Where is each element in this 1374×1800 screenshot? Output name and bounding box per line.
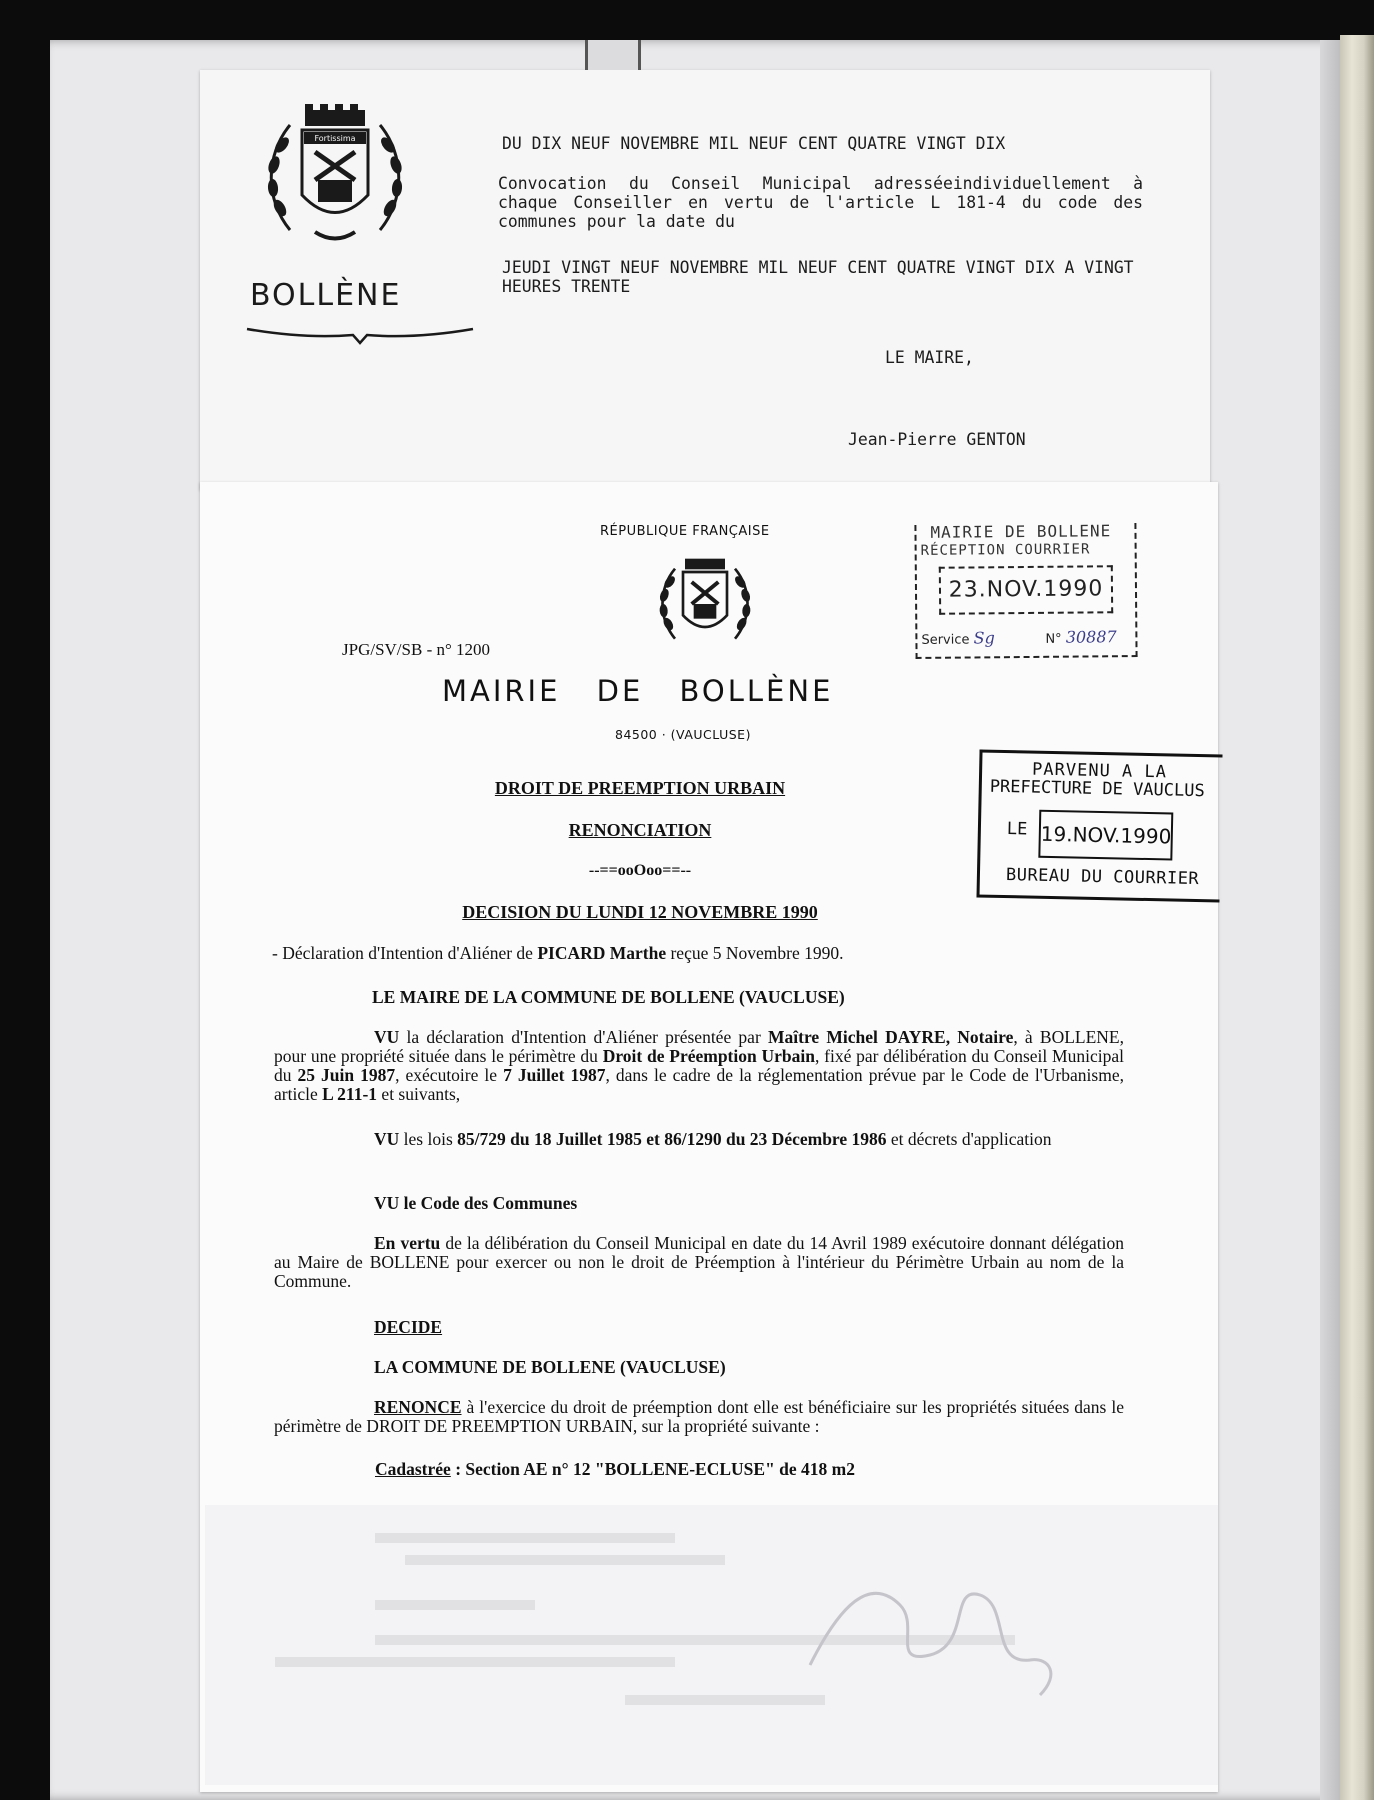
coat-of-arms-icon: [655, 552, 755, 652]
reception-stamp: [914, 523, 1137, 659]
paper-clip: [585, 40, 641, 70]
reference-number: JPG/SV/SB - n° 1200: [342, 640, 491, 659]
stamp-prefecture-line1: PARVENU A LA: [1031, 759, 1168, 783]
ghost-line: [375, 1600, 535, 1610]
declaration-line: - Déclaration d'Intention d'Aliéner de PICARD Marthe reçue 5 Novembre 1990.: [272, 943, 844, 963]
coat-of-arms-icon: [260, 100, 410, 250]
signature-mark: [780, 1545, 1080, 1715]
mayor-title: LE MAIRE,: [885, 348, 974, 367]
stamp-service: Service Sg: [921, 628, 995, 648]
en-vertu-paragraph: En vertu de la délibération du Conseil Municipal en date du 14 Avril 1989 exécutoire donnant délégation au Maire de BOLLENE pour exercer ou non le droit de Préemption à l'intérieur du Périmètre Urbain au nom de la Commune.: [274, 1233, 1125, 1291]
stamp-mairie-line1: MAIRIE DE BOLLENE: [930, 521, 1112, 542]
cadastre-line: Cadastrée : Section AE n° 12 "BOLLENE-ECLUSE" de 418 m2: [375, 1459, 856, 1479]
page-inner-edge: [1320, 40, 1342, 1800]
stamp-mairie-line2: RÉCEPTION COURRIER: [920, 541, 1091, 559]
commune-heading: LA COMMUNE DE BOLLENE (VAUCLUSE): [374, 1357, 726, 1377]
decide-heading: DECIDE: [374, 1317, 443, 1337]
brand-name: BOLLÈNE: [250, 278, 402, 313]
stamp-prefecture-le: LE: [1006, 819, 1028, 840]
ghost-line: [405, 1555, 725, 1565]
heading-droit-preemption: DROIT DE PREEMPTION URBAIN: [494, 778, 786, 798]
heading-renonciation: RENONCIATION: [568, 820, 712, 840]
stamp-prefecture-line2: PREFECTURE DE VAUCLUS: [989, 776, 1205, 802]
postal-code: 84500 · (VAUCLUSE): [615, 727, 751, 742]
convocation-body: Convocation du Conseil Municipal adresséeindividuellement à chaque Conseiller en vertu de l'article L 181-4 du code des communes pour la date du: [498, 174, 1143, 231]
stamp-prefecture-date: 19.NOV.1990: [1038, 810, 1173, 861]
republic-header: RÉPUBLIQUE FRANÇAISE: [600, 524, 770, 539]
flourish-underline-icon: [245, 323, 475, 345]
mairie-title: MAIRIE DE BOLLÈNE: [442, 674, 834, 708]
page-stack-edge: [1340, 35, 1374, 1800]
ghost-line: [375, 1533, 675, 1543]
convocation-sheet: [200, 70, 1210, 490]
prefecture-stamp: [976, 749, 1222, 902]
decision-title: DECISION DU LUNDI 12 NOVEMBRE 1990: [462, 902, 818, 922]
mayor-name: Jean-Pierre GENTON: [848, 430, 1026, 449]
meeting-date: JEUDI VINGT NEUF NOVEMBRE MIL NEUF CENT QUATRE VINGT DIX A VINGT HEURES TRENTE: [502, 258, 1134, 296]
vu-code-communes: VU le Code des Communes: [374, 1193, 578, 1213]
vu-declaration-paragraph: VU la déclaration d'Intention d'Aliéner présentée par Maître Michel DAYRE, Notaire, à BOLLENE, pour une propriété située dans le périmètre du Droit de Préemption Urbain, fixé par délibération du Conseil Municipal du 25 Juin 1987, exécutoire le 7 Juillet 1987, dans le cadre de la réglementation prévue par le Code de l'Urbanisme, article L 211-1 et suivants,: [274, 1027, 1124, 1104]
ghost-line: [275, 1657, 675, 1667]
mayor-heading: LE MAIRE DE LA COMMUNE DE BOLLENE (VAUCLUSE): [372, 987, 845, 1007]
renonce-paragraph: RENONCE à l'exercice du droit de préemption dont elle est bénéficiaire sur les propriétés situées dans le périmètre de DROIT DE PREEMPTION URBAIN, sur la propriété suivante :: [274, 1397, 1124, 1436]
convocation-date-line: DU DIX NEUF NOVEMBRE MIL NEUF CENT QUATRE VINGT DIX: [502, 134, 1006, 153]
separator: --==ooOoo==--: [588, 862, 692, 879]
svg-text:Fortissima: Fortissima: [314, 134, 356, 143]
stamp-mairie-date: 23.NOV.1990: [939, 565, 1113, 615]
stamp-number: N° 30887: [1045, 627, 1117, 647]
stamp-prefecture-bureau: BUREAU DU COURRIER: [1005, 865, 1200, 890]
vu-lois-paragraph: VU les lois 85/729 du 18 Juillet 1985 et 86/1290 du 23 Décembre 1986 et décrets d'application: [374, 1129, 1052, 1149]
